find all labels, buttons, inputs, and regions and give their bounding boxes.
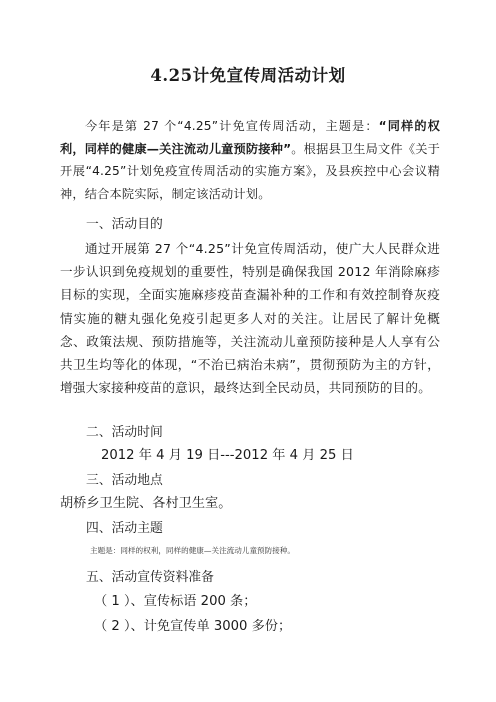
section-theme-heading: 四、活动主题 (86, 521, 163, 536)
section-time-body: 2012 年 4 月 19 日---2012 年 4 月 25 日 (101, 448, 354, 463)
section-purpose-body: 通过开展第 27 个“4.25”计免宣传周活动，使广大人民群众进一步认识到免疫规划的重要性，特别是确保我国 2012 年消除麻疹目标的实现，全面实施麻疹疫苗查漏补种的工作和有效控制脊灰疫情实施的糖丸强化免疫引起更多人对的关注。让居民了解计免概念、政策法规、预防措施等，关注流动儿童预防接种是人人享有公共卫生均等化的体现，“不治已病治未病”，贯彻预防为主的方针，增强大家接种疫苗的意识，最终达到全民动员，共同预防的目的。 (60, 241, 440, 396)
section-purpose-heading: 一、活动目的 (86, 217, 163, 232)
intro-text-1: 今年是第 27 个“4.25”计免宣传周活动，主题是： (85, 119, 379, 133)
section-location-heading: 三、活动地点 (86, 473, 163, 488)
intro-paragraph (60, 115, 440, 205)
intro-theme: “同样的权利，同样的健康—关注流动儿童预防接种” (60, 119, 441, 156)
intro-text-2: 。根据县卫生局文件《关于开展“4.25”计划免疫宣传周活动的实施方案》，及县疾控中心会议精神，结合本院实际，制定该活动计划。 (60, 141, 440, 201)
section-time-heading: 二、活动时间 (86, 425, 163, 440)
section-location-body: 胡桥乡卫生院、各村卫生室。 (60, 496, 232, 511)
document-title: 4.25计免宣传周活动计划 (150, 66, 346, 85)
materials-item-2: （ 2 ）、计免宣传单 3000 多份； (94, 619, 292, 634)
section-materials-heading: 五、活动宣传资料准备 (86, 570, 214, 585)
materials-item-1: （ 1 ）、宣传标语 200 条； (94, 594, 257, 609)
section-theme-body: 主题是：同样的权利，同样的健康—关注流动儿童预防接种。 (90, 546, 296, 555)
